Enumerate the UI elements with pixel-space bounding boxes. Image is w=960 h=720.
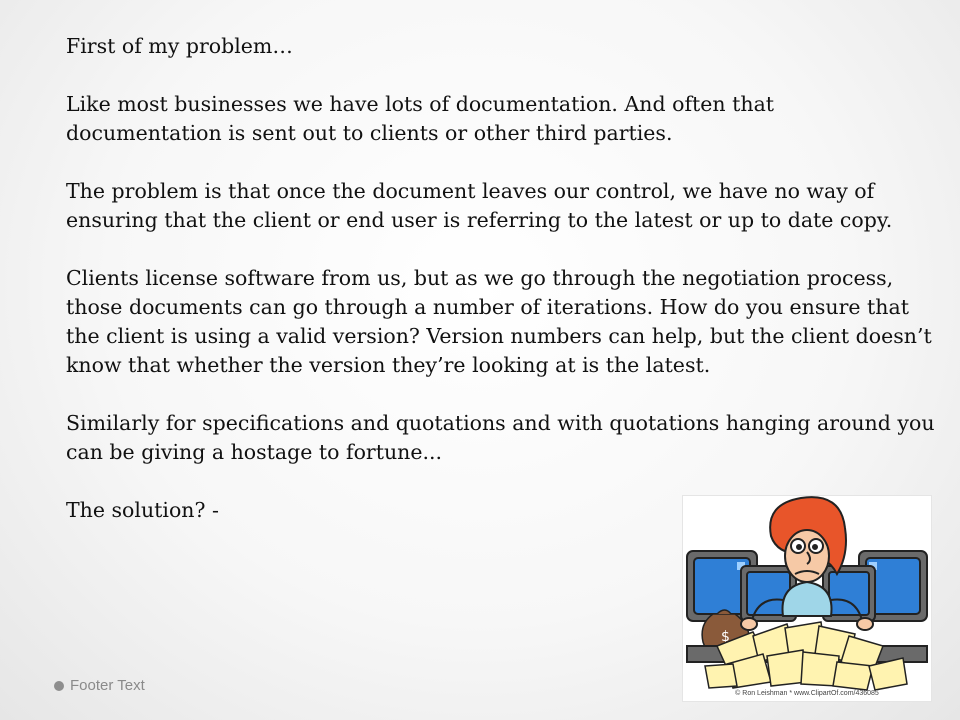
stressed-woman-cartoon bbox=[682, 495, 932, 702]
bullet-dot-icon bbox=[54, 681, 64, 691]
paragraph-intro: First of my problem… bbox=[66, 34, 293, 58]
footer-text: Footer Text bbox=[70, 677, 145, 694]
paragraph-documentation: Like most businesses we have lots of documentation. And often that documentation is sent out to clients or other third parties. bbox=[66, 92, 775, 145]
woman-face bbox=[785, 530, 829, 582]
money-bag-symbol: $ bbox=[721, 629, 730, 645]
paragraph-specifications: Similarly for specifications and quotations and with quotations hanging around you can be giving a hostage to fortune... bbox=[66, 411, 935, 464]
paragraph-licensing: Clients license software from us, but as we go through the negotiation process, those documents can go through a number of iterations. How do you ensure that the client is using a valid version? Version numbers can help, but the client doesn’t know that whether the version they’re looking at is the latest. bbox=[66, 266, 932, 377]
cartoon-illustration bbox=[683, 496, 931, 701]
slide-footer bbox=[54, 677, 145, 694]
paragraph-solution: The solution? - bbox=[66, 498, 219, 522]
slide-body bbox=[66, 32, 936, 525]
clipart-credit: © Ron Leishman * www.ClipartOf.com/436085 bbox=[735, 690, 879, 697]
paragraph-problem: The problem is that once the document leaves our control, we have no way of ensuring that the client or end user is referring to the latest or up to date copy. bbox=[66, 179, 893, 232]
